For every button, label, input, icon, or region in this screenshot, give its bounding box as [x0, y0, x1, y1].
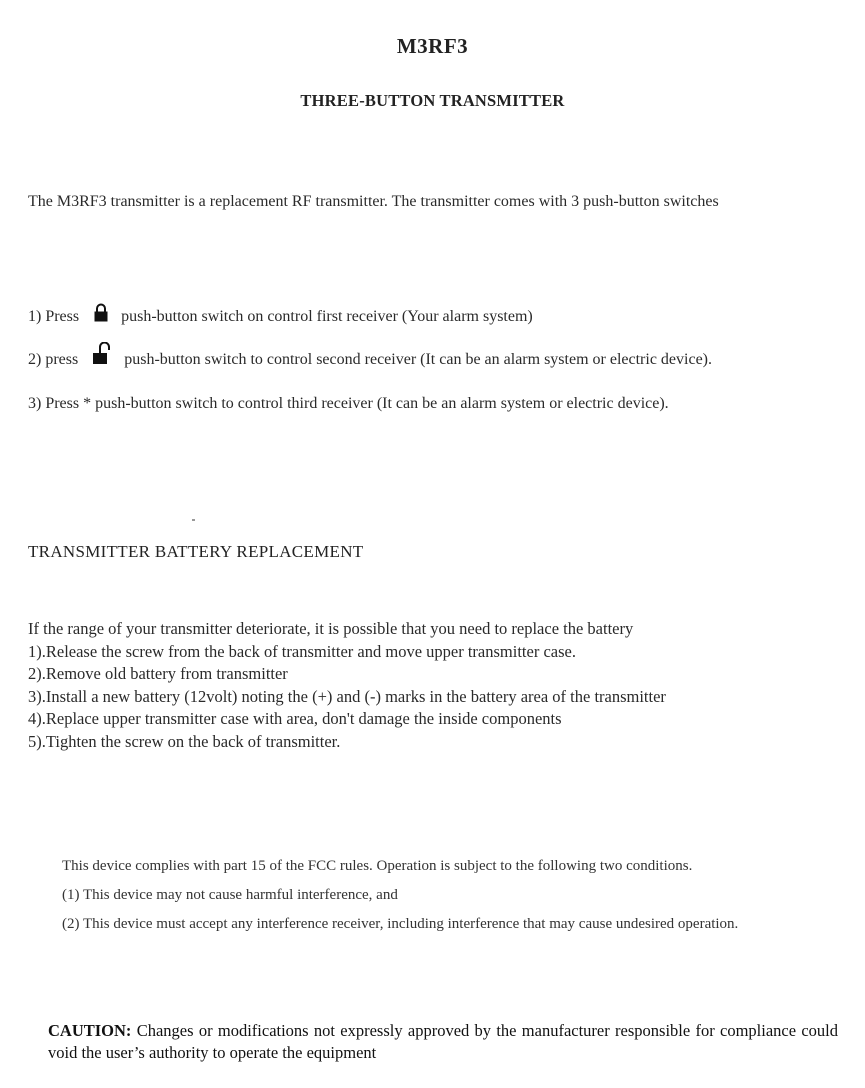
button-instruction-2	[28, 342, 808, 373]
battery-step-1: 1).Release the screw from the back of transmitter and move upper transmitter case.	[28, 641, 576, 661]
model-title: M3RF3	[396, 34, 469, 58]
button-instruction-1	[28, 303, 808, 330]
caution-text: Changes or modifications not expressly approved by the manufacturer responsible for compliance could void the user’s authority to operate the equipment	[48, 1021, 839, 1062]
fcc-condition-2: (2) This device must accept any interference receiver, including interference that may cause undesired operation.	[62, 916, 739, 932]
unlocked-padlock-icon	[92, 342, 112, 373]
item2-text: push-button switch to control second receiver (It can be an alarm system or electric device).	[124, 351, 712, 368]
item1-prefix: 1) Press	[28, 308, 80, 325]
battery-step-4: 4).Replace upper transmitter case with area, don't damage the inside components	[28, 709, 562, 728]
section-heading: TRANSMITTER BATTERY REPLACEMENT	[28, 542, 364, 561]
fcc-statement: This device complies with part 15 of the FCC rules. Operation is subject to the following two conditions.	[62, 858, 693, 874]
fcc-notice	[62, 855, 772, 942]
battery-step-3: 3).Install a new battery (12volt) noting the (+) and (-) marks in the battery area of the transmitter	[28, 686, 666, 706]
caution-label: CAUTION:	[48, 1021, 132, 1040]
intro-paragraph: The M3RF3 transmitter is a replacement RF transmitter. The transmitter comes with 3 push-button switches	[28, 193, 719, 210]
fcc-condition-1: (1) This device may not cause harmful interference, and	[62, 887, 398, 903]
button-instruction-3: 3) Press * push-button switch to control third receiver (It can be an alarm system or electric device).	[28, 395, 669, 412]
caution-notice	[48, 1020, 838, 1064]
battery-instructions	[28, 618, 818, 753]
scan-speck	[192, 519, 195, 521]
battery-step-2: 2).Remove old battery from transmitter	[28, 664, 288, 683]
document-subtitle: THREE-BUTTON TRANSMITTER	[300, 91, 565, 110]
battery-intro: If the range of your transmitter deteriorate, it is possible that you need to replace the battery	[28, 619, 634, 638]
item2-prefix: 2) press	[28, 351, 79, 368]
item1-text: push-button switch on control first receiver (Your alarm system)	[121, 308, 533, 325]
battery-step-5: 5).Tighten the screw on the back of transmitter.	[28, 731, 341, 751]
locked-padlock-icon	[93, 303, 109, 330]
